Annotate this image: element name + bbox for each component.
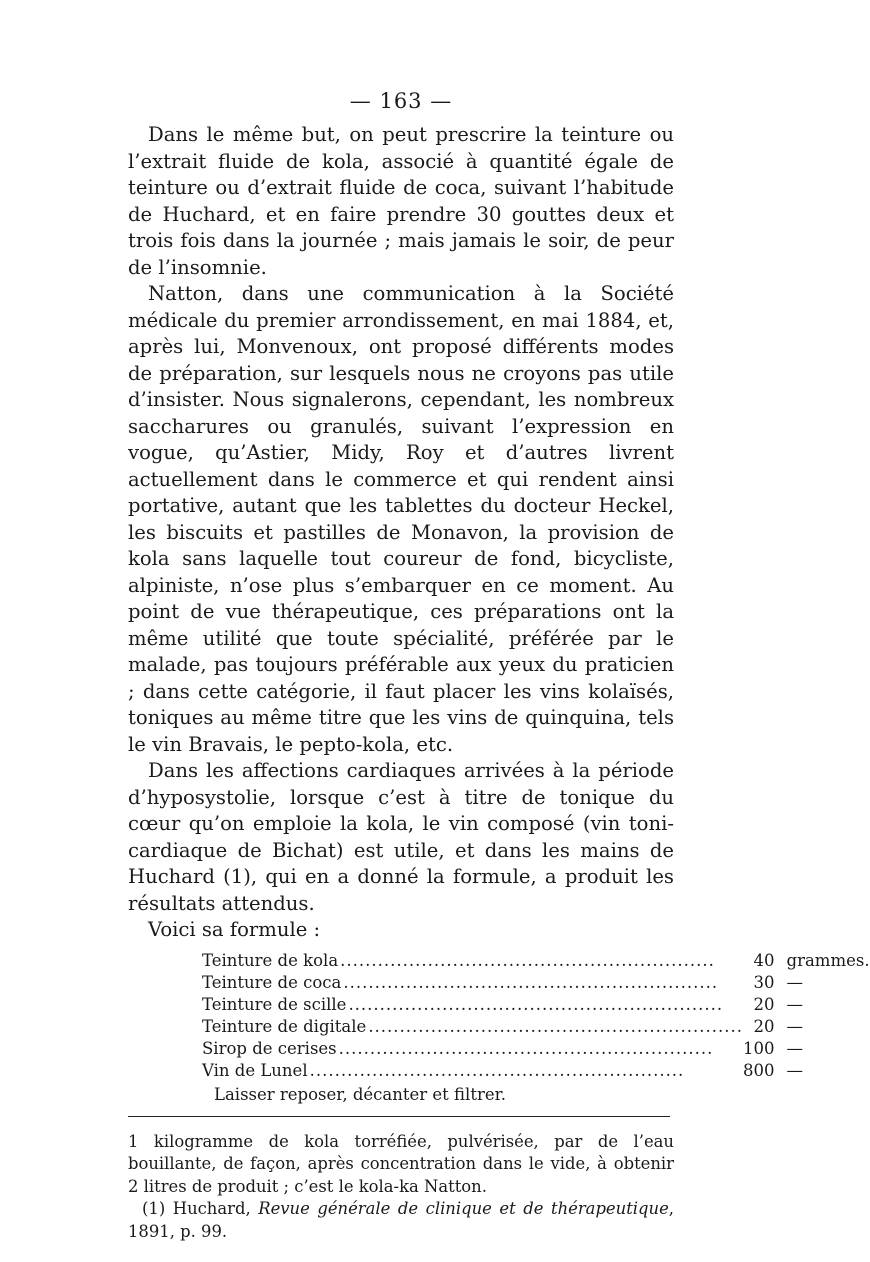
- formula-quantity: 800: [743, 1060, 775, 1080]
- formula-quantity: 100: [743, 1038, 775, 1058]
- formula-row: [202, 1038, 870, 1060]
- formula-unit: —: [786, 1016, 804, 1036]
- formula-ingredient: [202, 1038, 743, 1060]
- formula-ingredient: [202, 950, 743, 972]
- formula-ingredient-name: Teinture de digitale: [202, 1016, 367, 1036]
- formula-leader-dots: ............................................................: [343, 972, 719, 992]
- formula-leader-dots: ............................................................: [340, 950, 715, 970]
- formula-table: [202, 950, 870, 1082]
- footnote-huchard: [128, 1198, 674, 1243]
- paragraph-preparations: Natton, dans une communication à la Société médicale du premier arrondissement, en mai 1884, et, après lui, Monvenoux, ont proposé différents modes de préparation, sur lesquels nous ne croyons pas utile d’insister. Nous signalerons, cependant, les nombreux saccharures ou granulés, suivant l’expression en vogue, qu’Astier, Midy, Roy et d’autres livrent actuellement dans le commerce et qui rendent ainsi portative, autant que les tablettes du docteur Heckel, les biscuits et pastilles de Monavon, la provision de kola sans laquelle tout coureur de fond, bicycliste, alpiniste, n’ose plus s’embarquer en ce moment. Au point de vue thérapeutique, ces préparations ont la même utilité que toute spécialité, préférée par le malade, pas toujours préférable aux yeux du praticien ; dans cette catégorie, il faut placer les vins kolaïsés, toniques au même titre que les vins de quinquina, tels le vin Bravais, le pepto-kola, etc.: [128, 282, 674, 756]
- formula-unit: —: [786, 1060, 804, 1080]
- footnote-rule: [128, 1116, 670, 1117]
- formula-ingredient-name: Teinture de coca: [202, 972, 342, 992]
- formula-row: [202, 1060, 870, 1082]
- footnote-huchard-prefix: (1) Huchard,: [142, 1199, 259, 1218]
- formula-ingredient-name: Vin de Lunel: [202, 1060, 308, 1080]
- footnote-huchard-title: Revue générale de clinique et de thérapeutique: [258, 1199, 669, 1218]
- formula-ingredient: [202, 972, 743, 994]
- formula-row: [202, 994, 870, 1016]
- formula-leader-dots: ............................................................: [309, 1060, 685, 1080]
- formula-leader-dots: ............................................................: [368, 1016, 744, 1036]
- formula-unit: —: [786, 972, 804, 992]
- formula-quantity: 40: [753, 950, 775, 970]
- formula-leader-dots: ............................................................: [348, 994, 724, 1014]
- formula-intro: Voici sa formule :: [148, 918, 321, 941]
- formula-ingredient-name: Teinture de scille: [202, 994, 347, 1014]
- formula-ingredient: [202, 1060, 743, 1082]
- formula-row: [202, 972, 870, 994]
- formula-ingredient-name: Teinture de kola: [202, 950, 339, 970]
- formula-ingredient-name: Sirop de cerises: [202, 1038, 337, 1058]
- formula-unit: —: [786, 1038, 804, 1058]
- formula-leader-dots: ............................................................: [338, 1038, 714, 1058]
- formula-quantity: 30: [753, 972, 775, 992]
- formula-row: [202, 1016, 870, 1038]
- formula-row: [202, 950, 870, 972]
- paragraph-coca-kola: Dans le même but, on peut prescrire la teinture ou l’extrait fluide de kola, associé à quantité égale de teinture ou d’extrait fluide de coca, suivant l’habitude de Huchard, et en faire prendre 30 gouttes deux et trois fois dans la journée ; mais jamais le soir, de peur de l’insomnie.: [128, 123, 674, 279]
- formula-unit: grammes.: [786, 950, 870, 970]
- formula-ingredient: [202, 994, 743, 1016]
- book-page: [128, 86, 870, 1243]
- formula-note: Laisser reposer, décanter et filtrer.: [214, 1084, 506, 1104]
- formula-ingredient: [202, 1016, 743, 1038]
- footnote-kola-ka: 1 kilogramme de kola torréfiée, pulvérisée, par de l’eau bouillante, de façon, après concentration dans le vide, à obtenir 2 litres de produit ; c’est le kola-ka Natton.: [128, 1131, 674, 1196]
- formula-quantity: 20: [753, 1016, 775, 1036]
- paragraph-cardiac: Dans les affections cardiaques arrivées à la période d’hyposystolie, lorsque c’est à titre de tonique du cœur qu’on emploie la kola, le vin composé (vin toni-cardiaque de Bichat) est utile, et dans les mains de Huchard (1), qui en a donné la formule, a produit les résultats attendus.: [128, 759, 674, 915]
- formula-unit: —: [786, 994, 804, 1014]
- page-number: — 163 —: [349, 89, 453, 113]
- formula-quantity: 20: [753, 994, 775, 1014]
- footnote-huchard-suffix: , 1891, p. 99.: [128, 1199, 674, 1241]
